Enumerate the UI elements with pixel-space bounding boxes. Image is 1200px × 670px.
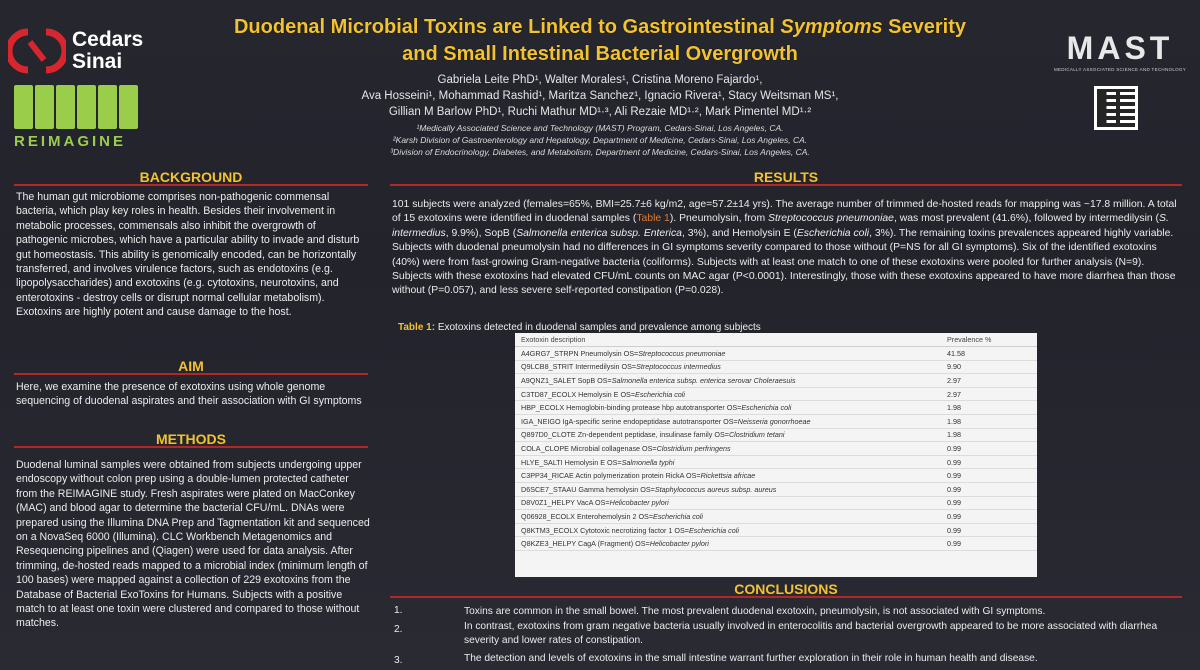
title-line-2: and Small Intestinal Bacterial Overgrowth: [402, 43, 798, 65]
table-row: [515, 401, 1037, 415]
table-row: [515, 360, 1037, 374]
mast-logo-subtitle: MEDICALLY ASSOCIATED SCIENCE AND TECHNOLOGY: [1053, 67, 1187, 72]
mast-logo-word: MAST: [1066, 30, 1174, 66]
cedars-sinai-mark-icon: [8, 24, 66, 78]
exotoxin-description: D8V0Z1_HELPY VacA OS=Helicobacter pylori: [515, 496, 941, 510]
table-row: [515, 496, 1037, 510]
authors-line-3: Gillian M Barlow PhD¹, Ruchi Mathur MD¹·³, Ali Rezaie MD¹·², Mark Pimentel MD¹·²: [388, 106, 812, 118]
logo-text-sinai: Sinai: [72, 50, 123, 73]
table-row: [515, 469, 1037, 483]
exotoxin-description: HLYE_SALTI Hemolysin E OS=Salmonella typhi: [515, 455, 941, 469]
methods-text: Duodenal luminal samples were obtained from subjects undergoing upper endoscopy without colon prep using a double-lumen protected catheter from the REIMAGINE study. Fresh aspirates were plated on MacConkey (MAC) and blood agar to determine the bacterial CFU/mL. DNAs were prepared using the Illumina DNA Prep and Tagmentation kit and sequenced on a NovaSeq 6000 (Illumina). CLC Workbench Metagenomics and Resequencing pipelines and (Qiagen) were used for data analysis. After trimming, de-hosted reads mapped to a microbial index (minimum length of 100 bases) were mapped against a collection of 229 exotoxins from the Database of Bacterial ExoToxins for Humans. Subjects with a positive match to at least one toxin were clustered and compared to those without matches.: [16, 459, 370, 630]
reimagine-logo: [14, 85, 138, 155]
affiliation-1: ¹Medically Associated Science and Technology (MAST) Program, Cedars-Sinai, Los Angeles, CA.: [416, 123, 784, 133]
table-row: [515, 414, 1037, 428]
column-header-prevalence: Prevalence %: [941, 333, 1037, 347]
exotoxin-description: A4GRG7_STRPN Pneumolysin OS=Streptococcus pneumoniae: [515, 347, 941, 361]
prevalence-value: 0.99: [941, 442, 1037, 456]
methods-heading: METHODS: [14, 430, 368, 448]
table-caption-label: Table 1:: [398, 322, 436, 333]
prevalence-value: 2.97: [941, 374, 1037, 388]
exotoxin-description: Q8KZE3_HELPY CagA (Fragment) OS=Helicobacter pylori: [515, 537, 941, 551]
reimagine-logo-text: REIMAGINE: [14, 133, 127, 150]
affiliations: [220, 122, 980, 158]
results-text: 101 subjects were analyzed (females=65%, BMI=25.7±6 kg/m2, age=57.2±14 yrs). The average number of trimmed de-hosted reads for mapping was ~17.8 million. A total of 15 exotoxins were identified in duodenal samples (Table 1). Pneumolysin, from Streptococcus pneumoniae, was most prevalent (41.6%), followed by intermedilysin (S. intermedius, 9.9%), SopB (Salmonella enterica subsp. Enterica, 3%), and Hemolysin E (Escherichia coli, 3%). The remaining toxins prevalences appeared highly variable. Subjects with duodenal pneumolysin had no differences in GI symptoms severity compared to those without (P=NS for all GI symptoms). Six of the identified exotoxins (40%) were from fast-growing Gram-negative bacteria (coliforms). Subjects with at least one match to one of these exotoxins were pooled for further analysis (N=9). Subjects with these exotoxins had elevated CFU/mL counts on MAC agar (P<0.0001). Interestingly, those with these exotoxins appeared to have more diarrhea than those without (P=0.057), and less severe self-reported constipation (P=0.028).: [392, 199, 1177, 297]
table-row: [515, 523, 1037, 537]
conclusion-text-1: Toxins are common in the small bowel. The most prevalent duodenal exotoxin, pneumolysin, is not associated with GI symptoms.: [464, 606, 1046, 617]
column-header-description: Exotoxin description: [515, 333, 941, 347]
prevalence-value: 0.99: [941, 455, 1037, 469]
table-row: [515, 374, 1037, 388]
results-heading: RESULTS: [390, 168, 1182, 186]
table-caption: [398, 322, 761, 333]
aim-heading: AIM: [14, 357, 368, 375]
table-body: [515, 347, 1037, 551]
conclusion-number-1: 1.: [394, 605, 403, 616]
conclusion-text-2: In contrast, exotoxins from gram negative bacteria usually involved in enterocolitis and bacterial overgrowth appeared to be more associated with diarrhea severity and lower rates of constipation.: [464, 621, 1158, 646]
exotoxin-description: A9QNZ1_SALET SopB OS=Salmonella enterica subsp. enterica serovar Choleraesuis: [515, 374, 941, 388]
title-part-b: Symptoms: [780, 16, 883, 38]
exotoxin-description: HBP_ECOLX Hemoglobin-binding protease hbp autotransporter OS=Escherichia coli: [515, 401, 941, 415]
prevalence-value: 1.98: [941, 401, 1037, 415]
poster-title: [170, 14, 1030, 68]
conclusion-number-2: 2.: [394, 624, 403, 635]
prevalence-value: 0.99: [941, 510, 1037, 524]
mast-logo: [1050, 30, 1190, 80]
prevalence-value: 2.97: [941, 387, 1037, 401]
prevalence-value: 1.98: [941, 428, 1037, 442]
affiliation-2: ²Karsh Division of Gastroenterology and Hepatology, Department of Medicine, Cedars-Sinai, Los Angeles, CA.: [392, 135, 808, 145]
exotoxin-description: IGA_NEIGO IgA-specific serine endopeptidase autotransporter OS=Neisseria gonorrhoeae: [515, 414, 941, 428]
conclusion-number-3: 3.: [394, 655, 403, 666]
logo-text-cedars: Cedars: [72, 28, 144, 51]
qr-code-icon[interactable]: [1094, 86, 1138, 130]
authors-line-1: Gabriela Leite PhD¹, Walter Morales¹, Cristina Moreno Fajardo¹,: [437, 74, 763, 86]
table-1-link[interactable]: Table 1: [636, 213, 670, 225]
prevalence-value: 0.99: [941, 523, 1037, 537]
table-row: [515, 537, 1037, 551]
exotoxin-description: Q9LCB8_STRIT Intermedilysin OS=Streptococcus intermedius: [515, 360, 941, 374]
prevalence-value: 9.90: [941, 360, 1037, 374]
exotoxin-description: C3TD87_ECOLX Hemolysin E OS=Escherichia coli: [515, 387, 941, 401]
prevalence-value: 0.99: [941, 469, 1037, 483]
prevalence-value: 0.99: [941, 482, 1037, 496]
table-row: [515, 387, 1037, 401]
aim-text: Here, we examine the presence of exotoxins using whole genome sequencing of duodenal aspirates and their association with GI symptoms: [16, 381, 362, 408]
table-row: [515, 442, 1037, 456]
title-part-a: Duodenal Microbial Toxins are Linked to Gastrointestinal: [233, 16, 781, 38]
cedars-sinai-logo: [8, 22, 168, 80]
authors: [220, 72, 980, 120]
table-row: [515, 455, 1037, 469]
exotoxin-description: D6SCE7_STAAU Gamma hemolysin OS=Staphylococcus aureus subsp. aureus: [515, 482, 941, 496]
background-heading: BACKGROUND: [14, 168, 368, 186]
background-text: The human gut microbiome comprises non-pathogenic commensal bacteria, which play key roles in health. Besides their involvement in metabolic processes, commensals also inhibit the overgrowth of pathogenic microbes, which have a particular ability to invade and disturb gut homeostasis. This ability is genomically encoded, can be horizontally transferred, and involves virulence factors, such as endotoxins (e.g. lipopolysaccharides) and exotoxins (e.g. cytotoxins, neurotoxins, and enterotoxins - destroy cells or disrupt normal cellular metabolism). Exotoxins are highly potent and cause damage to the host.: [16, 191, 360, 319]
exotoxin-description: Q8KTM3_ECOLX Cytotoxic necrotizing factor 1 OS=Escherichia coli: [515, 523, 941, 537]
exotoxin-description: Q06928_ECOLX Enterohemolysin 2 OS=Escherichia coli: [515, 510, 941, 524]
exotoxin-description: C3PP34_RICAE Actin polymerization protein RickA OS=Rickettsia africae: [515, 469, 941, 483]
exotoxin-table: [515, 333, 1037, 577]
table-row: [515, 482, 1037, 496]
conclusions-heading: CONCLUSIONS: [390, 580, 1182, 598]
table-row: [515, 428, 1037, 442]
prevalence-value: 41.58: [941, 347, 1037, 361]
table-header-row: [515, 333, 1037, 347]
exotoxin-description: COLA_CLOPE Microbial collagenase OS=Clostridium perfringens: [515, 442, 941, 456]
exotoxin-description: Q897D0_CLOTE Zn-dependent peptidase, insulinase family OS=Clostridium tetani: [515, 428, 941, 442]
title-part-c: Severity: [882, 16, 967, 38]
prevalence-value: 1.98: [941, 414, 1037, 428]
affiliation-3: ³Division of Endocrinology, Diabetes, and Metabolism, Department of Medicine, Cedars-Sinai, Los Angeles, CA.: [390, 147, 810, 157]
prevalence-value: 0.99: [941, 537, 1037, 551]
table-row: [515, 347, 1037, 361]
table-caption-text: Exotoxins detected in duodenal samples and prevalence among subjects: [437, 322, 761, 333]
prevalence-value: 0.99: [941, 496, 1037, 510]
table-row: [515, 510, 1037, 524]
reimagine-mark-icon: [14, 85, 138, 129]
conclusion-text-3: The detection and levels of exotoxins in the small intestine warrant further exploration in their role in human health and disease.: [464, 653, 1038, 664]
authors-line-2: Ava Hosseini¹, Mohammad Rashid¹, Maritza Sanchez¹, Ignacio Rivera¹, Stacy Weitsman MS¹,: [361, 90, 839, 102]
